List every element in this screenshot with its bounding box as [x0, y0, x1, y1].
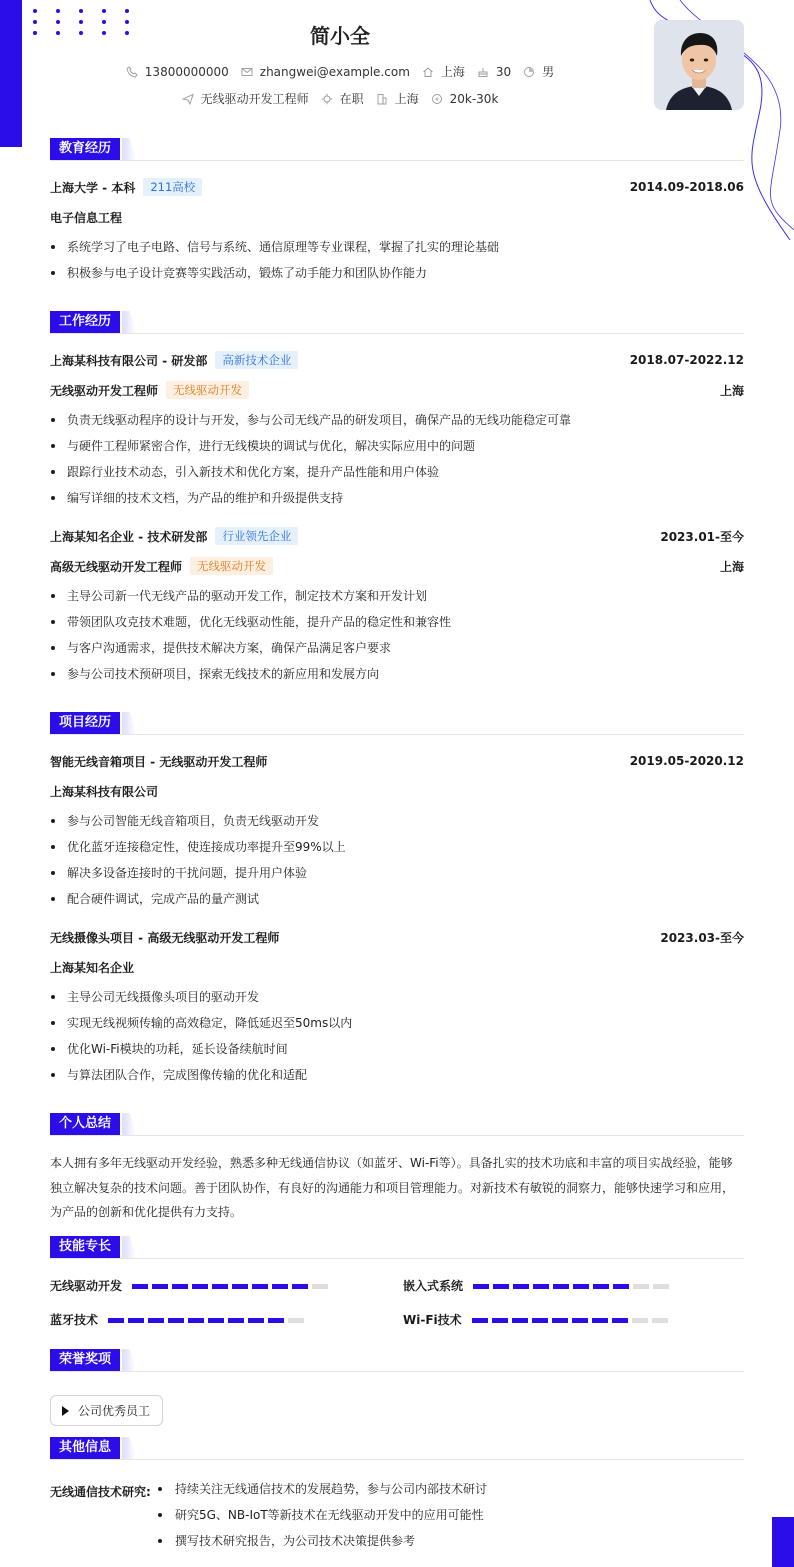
role-tag: 无线驱动开发: [190, 557, 273, 575]
list-item: 参与公司技术预研项目，探索无线技术的新应用和发展方向: [50, 661, 744, 687]
role-row-2: [50, 557, 744, 575]
skill-segment: [592, 1318, 608, 1323]
honors-section: [50, 1349, 744, 1431]
skill-segment: [228, 1318, 244, 1323]
skill-segment: [613, 1284, 629, 1289]
list-item: 与硬件工程师紧密合作，进行无线模块的调试与优化，解决实际应用中的问题: [50, 433, 744, 459]
skill-segment: [472, 1318, 488, 1323]
list-item: 主导公司无线摄像头项目的驱动开发: [50, 984, 744, 1010]
list-item: 带领团队攻克技术难题，优化无线驱动性能，提升产品的稳定性和兼容性: [50, 609, 744, 635]
company-name: 上海某科技有限公司 - 研发部: [50, 353, 208, 368]
email-info: zhangwei@example.com: [241, 65, 410, 79]
list-item: 与客户沟通需求，提供技术解决方案，确保产品满足客户要求: [50, 635, 744, 661]
skill-segment: [553, 1284, 569, 1289]
skill-segment: [208, 1318, 224, 1323]
skill-segment: [632, 1318, 648, 1323]
list-item: 负责无线驱动程序的设计与开发，参与公司无线产品的研发项目，确保产品的无线功能稳定可靠: [50, 407, 744, 433]
list-item: 参与公司智能无线音箱项目，负责无线驱动开发: [50, 808, 744, 834]
gender-icon: [523, 66, 535, 78]
skill-segment: [612, 1318, 628, 1323]
mail-icon: [241, 66, 253, 78]
other-section: [50, 1437, 744, 1557]
location-info: 上海: [422, 63, 465, 80]
skill-segment: [532, 1318, 548, 1323]
work-period: 2018.07-2022.12: [629, 353, 744, 367]
list-item: 积极参与电子设计竞赛等实践活动，锻炼了动手能力和团队协作能力: [50, 260, 744, 286]
project-org: 上海某知名企业: [50, 960, 135, 975]
phone-icon: [126, 66, 138, 78]
list-item: 持续关注无线通信技术的发展趋势，参与公司内部技术研讨: [157, 1476, 487, 1502]
play-triangle-icon: [62, 1406, 69, 1416]
project-title: 无线摄像头项目 - 高级无线驱动开发工程师: [50, 930, 280, 945]
skill-name: Wi-Fi技术: [403, 1312, 462, 1327]
work-points-2: [50, 583, 744, 687]
job-intent-row: [50, 90, 630, 107]
honor-label: 公司优秀员工: [78, 1404, 151, 1418]
building-icon: [376, 93, 388, 105]
list-item: 跟踪行业技术动态，引入新技术和优化方案，提升产品性能和用户体验: [50, 459, 744, 485]
skill-segment: [232, 1284, 248, 1289]
list-item: 主导公司新一代无线产品的驱动开发工作，制定技术方案和开发计划: [50, 583, 744, 609]
work-section: [50, 311, 744, 691]
skill-segment: [513, 1284, 529, 1289]
list-item: 系统学习了电子电路、信号与系统、通信原理等专业课程，掌握了扎实的理论基础: [50, 234, 744, 260]
list-item: 配合硬件调试，完成产品的量产测试: [50, 886, 744, 912]
skill-segment: [593, 1284, 609, 1289]
skill-segment: [128, 1318, 144, 1323]
skill-segment: [633, 1284, 649, 1289]
send-icon: [182, 93, 194, 105]
list-item: 解决多设备连接时的干扰问题，提升用户体验: [50, 860, 744, 886]
skill-item: [403, 1311, 672, 1327]
other-label: 无线通信技术研究:: [50, 1485, 151, 1499]
cake-icon: [477, 66, 489, 78]
skill-level-bar: [132, 1278, 332, 1292]
honor-item[interactable]: [50, 1395, 163, 1426]
job-target-info: 无线驱动开发工程师: [182, 90, 309, 107]
skill-segment: [132, 1284, 148, 1289]
school-tag: 211高校: [143, 178, 202, 196]
education-points: [50, 234, 744, 286]
skill-segment: [552, 1318, 568, 1323]
section-title: 项目经历: [50, 712, 744, 734]
skill-segment: [533, 1284, 549, 1289]
skill-level-bar: [108, 1312, 308, 1326]
skill-segment: [652, 1318, 668, 1323]
summary-section: [50, 1113, 744, 1223]
section-title: 教育经历: [50, 138, 744, 160]
role-row-1: [50, 381, 744, 399]
other-points: [157, 1476, 487, 1554]
skill-segment: [188, 1318, 204, 1323]
status-icon: [321, 93, 333, 105]
summary-text: 本人拥有多年无线驱动开发经验，熟悉多种无线通信协议（如蓝牙、Wi-Fi等）。具备扎实的技术功底和丰富的项目实战经验，能够独立解决复杂的技术问题。善于团队协作，有良好的沟通能力和项目管理能力。对新技术有敏锐的洞察力，能够快速学习和应用，为产品的创新和优化提供有力支持。: [50, 1156, 735, 1219]
status-info: 在职: [321, 90, 364, 107]
project-points-2: [50, 984, 744, 1088]
skill-segment: [108, 1318, 124, 1323]
section-title: 个人总结: [50, 1113, 744, 1135]
work-city: 上海: [719, 383, 744, 398]
skill-name: 蓝牙技术: [50, 1312, 99, 1327]
skill-segment: [573, 1284, 589, 1289]
list-item: 编写详细的技术文档，为产品的维护和升级提供支持: [50, 485, 744, 511]
skill-name: 无线驱动开发: [50, 1278, 123, 1293]
candidate-name: 简小全: [310, 24, 370, 48]
skill-segment: [653, 1284, 669, 1289]
gender-info: 男: [523, 63, 554, 80]
section-title: 其他信息: [50, 1437, 744, 1459]
skill-segment: [493, 1284, 509, 1289]
work-header-2: [50, 527, 744, 545]
major-row: [50, 208, 744, 226]
skill-segment: [212, 1284, 228, 1289]
section-title: 技能专长: [50, 1236, 744, 1258]
work-period: 2023.01-至今: [660, 529, 744, 544]
phone-info: 13800000000: [126, 65, 229, 79]
left-accent-bar: [0, 0, 22, 147]
target-city-info: 上海: [376, 90, 419, 107]
right-accent-bar: [772, 1517, 794, 1567]
section-title: 荣誉奖项: [50, 1349, 744, 1371]
skill-segment: [312, 1284, 328, 1289]
list-item: 与算法团队合作，完成图像传输的优化和适配: [50, 1062, 744, 1088]
list-item: 研究5G、NB-IoT等新技术在无线驱动开发中的应用可能性: [157, 1502, 487, 1528]
skill-segment: [292, 1284, 308, 1289]
project-org: 上海某科技有限公司: [50, 784, 159, 799]
list-item: 实现无线视频传输的高效稳定，降低延迟至50ms以内: [50, 1010, 744, 1036]
skill-segment: [172, 1284, 188, 1289]
skill-item: [50, 1277, 332, 1293]
work-city: 上海: [719, 559, 744, 574]
coin-icon: [431, 93, 443, 105]
skill-segment: [192, 1284, 208, 1289]
project-header-2: [50, 928, 744, 946]
company-tag: 高新技术企业: [215, 351, 298, 369]
education-section: [50, 138, 744, 288]
project-title: 智能无线音箱项目 - 无线驱动开发工程师: [50, 754, 268, 769]
skill-level-bar: [473, 1278, 673, 1292]
home-icon: [422, 66, 434, 78]
list-item: 优化蓝牙连接稳定性，使连接成功率提升至99%以上: [50, 834, 744, 860]
section-title: 工作经历: [50, 311, 744, 333]
skill-segment: [512, 1318, 528, 1323]
skill-segment: [152, 1284, 168, 1289]
skill-level-bar: [472, 1312, 672, 1326]
project-org-row-1: [50, 782, 744, 800]
skill-segment: [252, 1284, 268, 1289]
project-points-1: [50, 808, 744, 912]
education-header: [50, 178, 744, 196]
age-info: 30: [477, 65, 511, 79]
education-period: 2014.09-2018.06: [629, 180, 744, 194]
project-header-1: [50, 752, 744, 770]
avatar: [654, 20, 744, 110]
skill-segment: [268, 1318, 284, 1323]
project-period: 2019.05-2020.12: [629, 754, 744, 768]
role-tag: 无线驱动开发: [166, 381, 249, 399]
work-points-1: [50, 407, 744, 511]
salary-info: 20k-30k: [431, 92, 499, 106]
skill-segment: [168, 1318, 184, 1323]
skill-segment: [248, 1318, 264, 1323]
skill-item: [403, 1277, 673, 1293]
skill-segment: [572, 1318, 588, 1323]
portrait-image: [654, 20, 744, 110]
project-org-row-2: [50, 958, 744, 976]
skill-item: [50, 1311, 308, 1327]
role-title: 高级无线驱动开发工程师: [50, 559, 183, 574]
company-tag: 行业领先企业: [215, 527, 298, 545]
major: 电子信息工程: [50, 210, 123, 225]
resume-header: [50, 0, 640, 120]
skill-segment: [288, 1318, 304, 1323]
list-item: 撰写技术研究报告，为公司技术决策提供参考: [157, 1528, 487, 1554]
role-title: 无线驱动开发工程师: [50, 383, 159, 398]
work-header-1: [50, 351, 744, 369]
skills-section: [50, 1236, 744, 1336]
skill-segment: [148, 1318, 164, 1323]
skill-segment: [492, 1318, 508, 1323]
projects-section: [50, 712, 744, 1092]
school-name: 上海大学 - 本科: [50, 180, 136, 195]
project-period: 2023.03-至今: [660, 930, 744, 945]
skill-segment: [473, 1284, 489, 1289]
contact-row: [50, 63, 630, 80]
company-name: 上海某知名企业 - 技术研发部: [50, 529, 208, 544]
list-item: 优化Wi-Fi模块的功耗，延长设备续航时间: [50, 1036, 744, 1062]
skill-name: 嵌入式系统: [403, 1278, 464, 1293]
skill-segment: [272, 1284, 288, 1289]
